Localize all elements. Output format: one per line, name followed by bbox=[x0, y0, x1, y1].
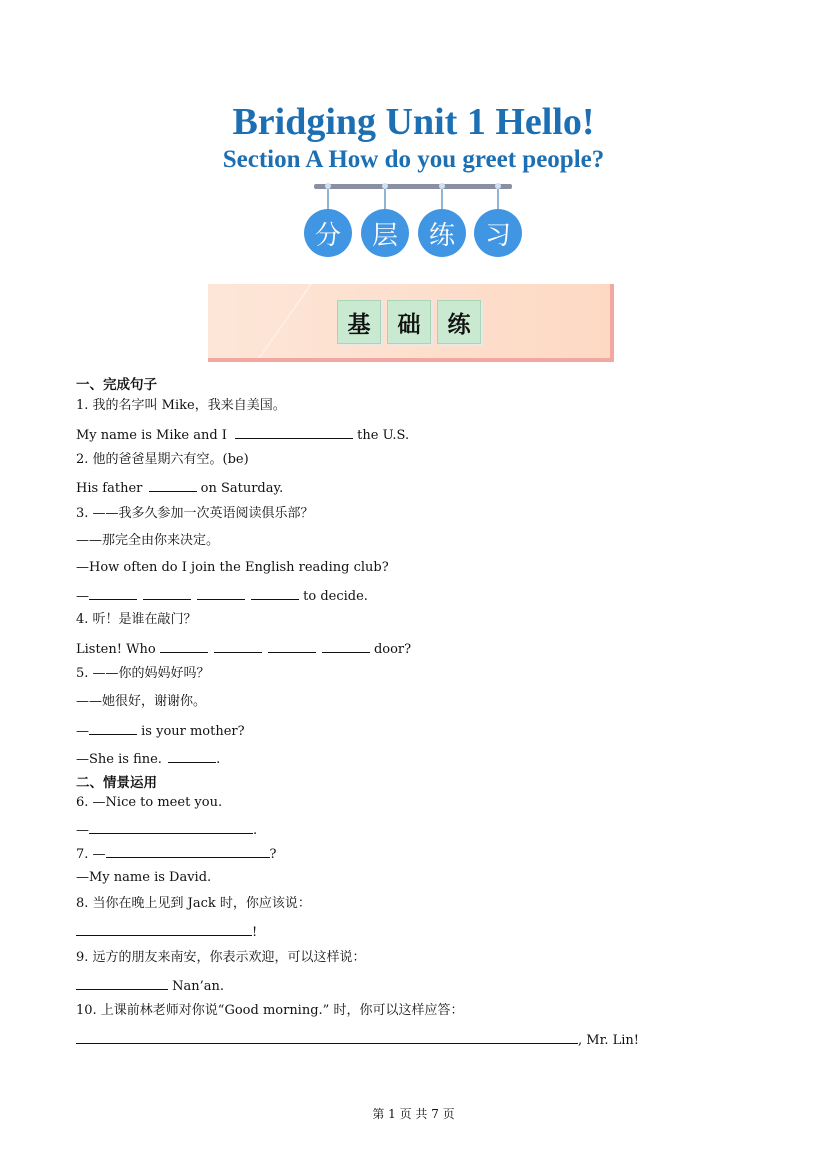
banner-tile-chu: 础 bbox=[387, 300, 431, 344]
text: My name is Mike and I bbox=[76, 428, 232, 443]
banner-tile-ji: 基 bbox=[337, 300, 381, 344]
text: . bbox=[253, 823, 258, 838]
answer-blank[interactable] bbox=[168, 750, 216, 763]
answer-blank[interactable] bbox=[149, 479, 197, 492]
answer-blank[interactable] bbox=[322, 640, 370, 653]
question-7-response: —My name is David. bbox=[76, 870, 212, 885]
question-9-answer bbox=[76, 977, 224, 995]
question-1-prompt: 1. 我的名字叫 Mike，我来自美国。 bbox=[76, 398, 286, 413]
text: door? bbox=[369, 642, 412, 657]
bar-dot bbox=[382, 183, 388, 189]
answer-blank[interactable] bbox=[89, 722, 137, 735]
question-6-prompt: 6. —Nice to meet you. bbox=[76, 795, 223, 810]
banner-tile-lian: 练 bbox=[437, 300, 481, 344]
text: — bbox=[76, 589, 89, 604]
answer-blank[interactable] bbox=[235, 426, 353, 439]
question-10-prompt: 10. 上课前林老师对你说“Good morning.” 时，你可以这样应答： bbox=[76, 1003, 464, 1018]
text: to decide. bbox=[299, 589, 368, 604]
text: is your mother? bbox=[137, 724, 245, 739]
text: His father bbox=[76, 481, 147, 496]
question-4-answer bbox=[76, 640, 411, 658]
answer-blank[interactable] bbox=[76, 1031, 578, 1044]
question-9-prompt: 9. 远方的朋友来南安，你表示欢迎，可以这样说： bbox=[76, 950, 366, 965]
page-subtitle: Section A How do you greet people? bbox=[222, 146, 605, 173]
badge-stem bbox=[384, 187, 386, 211]
badge-xi: 习 bbox=[474, 209, 522, 257]
text: Listen! Who bbox=[76, 642, 160, 657]
answer-blank[interactable] bbox=[160, 640, 208, 653]
answer-blank[interactable] bbox=[251, 587, 299, 600]
question-1-answer bbox=[76, 426, 409, 444]
text: . bbox=[216, 752, 221, 767]
badge-fen: 分 bbox=[304, 209, 352, 257]
question-8-prompt: 8. 当你在晚上见到 Jack 时，你应该说： bbox=[76, 896, 311, 911]
badge-lian: 练 bbox=[418, 209, 466, 257]
text: — bbox=[76, 724, 89, 739]
question-5-prompt: 5. ——你的妈妈好吗？ bbox=[76, 666, 210, 681]
text: , Mr. Lin! bbox=[578, 1033, 640, 1048]
badge-stem bbox=[441, 187, 443, 211]
question-7-prompt bbox=[76, 845, 277, 863]
answer-blank[interactable] bbox=[106, 845, 270, 858]
bar-dot bbox=[325, 183, 331, 189]
text: the U.S. bbox=[353, 428, 410, 443]
answer-blank[interactable] bbox=[89, 821, 253, 834]
answer-blank[interactable] bbox=[197, 587, 245, 600]
question-10-answer bbox=[76, 1031, 639, 1049]
answer-blank[interactable] bbox=[214, 640, 262, 653]
question-8-answer bbox=[76, 923, 257, 941]
question-2-answer bbox=[76, 479, 283, 497]
bar-dot bbox=[495, 183, 501, 189]
question-3-response: ——那完全由你来决定。 bbox=[76, 533, 220, 548]
answer-blank[interactable] bbox=[76, 977, 168, 990]
section-heading-1: 一、完成句子 bbox=[76, 377, 157, 393]
question-5-answer-1 bbox=[76, 722, 245, 740]
badge-stem bbox=[497, 187, 499, 211]
question-3-english: —How often do I join the English reading club? bbox=[76, 560, 389, 575]
question-3-answer bbox=[76, 587, 368, 605]
question-6-answer bbox=[76, 821, 257, 839]
question-5-response: ——她很好，谢谢你。 bbox=[76, 694, 207, 709]
text: —She is fine. bbox=[76, 752, 167, 767]
badge-stem bbox=[327, 187, 329, 211]
text: Nan’an. bbox=[168, 979, 225, 994]
text: on Saturday. bbox=[196, 481, 284, 496]
page-title: Bridging Unit 1 Hello! bbox=[232, 101, 595, 143]
section-heading-2: 二、情景运用 bbox=[76, 775, 157, 791]
answer-blank[interactable] bbox=[76, 923, 252, 936]
page-number: 第 1 页 共 7 页 bbox=[372, 1107, 455, 1121]
text: — bbox=[76, 823, 89, 838]
question-3-prompt: 3. ——我多久参加一次英语阅读俱乐部？ bbox=[76, 506, 314, 521]
badge-ceng: 层 bbox=[361, 209, 409, 257]
header-bar bbox=[314, 184, 512, 189]
answer-blank[interactable] bbox=[89, 587, 137, 600]
question-5-answer-2 bbox=[76, 750, 220, 768]
question-4-prompt: 4. 听！是谁在敲门？ bbox=[76, 612, 197, 627]
answer-blank[interactable] bbox=[143, 587, 191, 600]
text: ? bbox=[269, 847, 277, 862]
text: ! bbox=[252, 925, 258, 940]
text: 7. — bbox=[76, 847, 106, 862]
answer-blank[interactable] bbox=[268, 640, 316, 653]
bar-dot bbox=[439, 183, 445, 189]
question-2-prompt: 2. 他的爸爸星期六有空。(be) bbox=[76, 452, 249, 467]
